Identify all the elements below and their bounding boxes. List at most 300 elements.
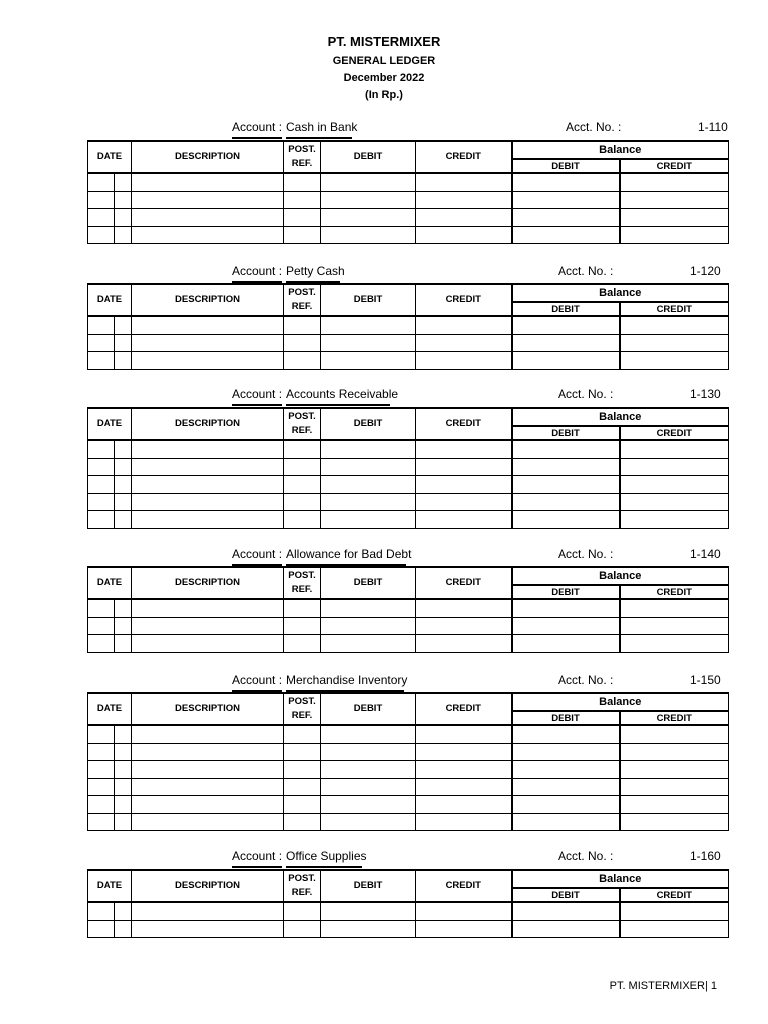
debit-cell[interactable] bbox=[321, 761, 416, 779]
post-ref-header bbox=[284, 567, 321, 599]
account-label: Account : bbox=[232, 387, 283, 401]
ledger-row bbox=[88, 635, 729, 653]
account-number: 1-110 bbox=[698, 120, 728, 134]
ledger-row bbox=[88, 725, 729, 743]
credit-cell[interactable] bbox=[416, 743, 512, 761]
balance-header: Balance bbox=[512, 284, 729, 302]
balance-credit-cell[interactable] bbox=[620, 458, 729, 476]
ledger-row bbox=[88, 813, 729, 831]
description-cell[interactable] bbox=[132, 209, 284, 227]
balance-credit-cell[interactable] bbox=[620, 599, 729, 617]
credit-cell[interactable] bbox=[416, 493, 512, 511]
ledger-row bbox=[88, 226, 729, 244]
date-month-cell[interactable] bbox=[88, 778, 115, 796]
post-ref-cell[interactable] bbox=[284, 440, 321, 458]
balance-debit-cell[interactable] bbox=[512, 209, 620, 227]
description-header: DESCRIPTION bbox=[132, 693, 284, 725]
description-cell[interactable] bbox=[132, 778, 284, 796]
post-ref-cell[interactable] bbox=[284, 476, 321, 494]
date-header: DATE bbox=[88, 408, 132, 440]
description-header: DESCRIPTION bbox=[132, 408, 284, 440]
credit-cell[interactable] bbox=[416, 226, 512, 244]
description-cell[interactable] bbox=[132, 511, 284, 529]
date-day-cell[interactable] bbox=[115, 635, 132, 653]
account-label-underline bbox=[232, 404, 282, 406]
account-header bbox=[0, 387, 768, 405]
date-month-cell[interactable] bbox=[88, 440, 115, 458]
date-day-cell[interactable] bbox=[115, 743, 132, 761]
debit-header: DEBIT bbox=[321, 693, 416, 725]
post-ref-cell[interactable] bbox=[284, 761, 321, 779]
debit-cell[interactable] bbox=[321, 458, 416, 476]
ledger-table bbox=[87, 566, 729, 653]
date-month-cell[interactable] bbox=[88, 334, 115, 352]
date-header: DATE bbox=[88, 567, 132, 599]
post-ref-header bbox=[284, 141, 321, 173]
credit-cell[interactable] bbox=[416, 173, 512, 191]
description-cell[interactable] bbox=[132, 813, 284, 831]
balance-header: Balance bbox=[512, 141, 729, 159]
balance-debit-cell[interactable] bbox=[512, 617, 620, 635]
date-day-cell[interactable] bbox=[115, 173, 132, 191]
date-month-cell[interactable] bbox=[88, 920, 115, 938]
ledger-row bbox=[88, 173, 729, 191]
credit-header: CREDIT bbox=[416, 284, 512, 316]
debit-cell[interactable] bbox=[321, 813, 416, 831]
balance-credit-cell[interactable] bbox=[620, 761, 729, 779]
date-month-cell[interactable] bbox=[88, 209, 115, 227]
credit-cell[interactable] bbox=[416, 458, 512, 476]
balance-header: Balance bbox=[512, 567, 729, 585]
balance-header: Balance bbox=[512, 408, 729, 426]
credit-cell[interactable] bbox=[416, 617, 512, 635]
credit-cell[interactable] bbox=[416, 761, 512, 779]
debit-cell[interactable] bbox=[321, 173, 416, 191]
post-ref-cell[interactable] bbox=[284, 173, 321, 191]
date-month-cell[interactable] bbox=[88, 476, 115, 494]
date-month-cell[interactable] bbox=[88, 902, 115, 920]
post-ref-cell[interactable] bbox=[284, 635, 321, 653]
date-day-cell[interactable] bbox=[115, 920, 132, 938]
description-cell[interactable] bbox=[132, 476, 284, 494]
ref-label: REF. bbox=[291, 301, 313, 312]
page-footer bbox=[610, 980, 717, 992]
balance-credit-cell[interactable] bbox=[620, 352, 729, 370]
account-number: 1-160 bbox=[690, 849, 721, 863]
debit-cell[interactable] bbox=[321, 440, 416, 458]
balance-credit-cell[interactable] bbox=[620, 316, 729, 334]
date-header: DATE bbox=[88, 141, 132, 173]
balance-debit-cell[interactable] bbox=[512, 458, 620, 476]
account-header bbox=[0, 849, 768, 867]
ledger-row bbox=[88, 796, 729, 814]
account-name: Cash in Bank bbox=[286, 120, 358, 134]
date-day-cell[interactable] bbox=[115, 458, 132, 476]
date-header: DATE bbox=[88, 693, 132, 725]
description-cell[interactable] bbox=[132, 920, 284, 938]
date-day-cell[interactable] bbox=[115, 191, 132, 209]
debit-cell[interactable] bbox=[321, 209, 416, 227]
ref-label: REF. bbox=[291, 584, 313, 595]
balance-credit-header: CREDIT bbox=[620, 585, 729, 599]
description-cell[interactable] bbox=[132, 334, 284, 352]
ledger-row bbox=[88, 316, 729, 334]
balance-debit-cell[interactable] bbox=[512, 635, 620, 653]
description-header: DESCRIPTION bbox=[132, 284, 284, 316]
footer-separator: | bbox=[704, 980, 711, 992]
ledger-row bbox=[88, 599, 729, 617]
balance-credit-cell[interactable] bbox=[620, 920, 729, 938]
post-ref-cell[interactable] bbox=[284, 599, 321, 617]
date-month-cell[interactable] bbox=[88, 316, 115, 334]
balance-credit-cell[interactable] bbox=[620, 617, 729, 635]
credit-cell[interactable] bbox=[416, 635, 512, 653]
credit-cell[interactable] bbox=[416, 778, 512, 796]
date-month-cell[interactable] bbox=[88, 493, 115, 511]
balance-credit-cell[interactable] bbox=[620, 743, 729, 761]
balance-debit-header: DEBIT bbox=[512, 585, 620, 599]
debit-cell[interactable] bbox=[321, 920, 416, 938]
account-number: 1-120 bbox=[690, 264, 721, 278]
ledger-row bbox=[88, 617, 729, 635]
description-cell[interactable] bbox=[132, 458, 284, 476]
post-label: POST. bbox=[288, 287, 316, 298]
date-day-cell[interactable] bbox=[115, 902, 132, 920]
date-header: DATE bbox=[88, 870, 132, 902]
date-day-cell[interactable] bbox=[115, 617, 132, 635]
balance-debit-cell[interactable] bbox=[512, 316, 620, 334]
ledger-row bbox=[88, 778, 729, 796]
balance-debit-cell[interactable] bbox=[512, 920, 620, 938]
post-label: POST. bbox=[288, 873, 316, 884]
debit-cell[interactable] bbox=[321, 191, 416, 209]
debit-cell[interactable] bbox=[321, 334, 416, 352]
date-month-cell[interactable] bbox=[88, 191, 115, 209]
post-ref-header bbox=[284, 870, 321, 902]
account-name: Allowance for Bad Debt bbox=[286, 547, 412, 561]
balance-credit-cell[interactable] bbox=[620, 778, 729, 796]
date-day-cell[interactable] bbox=[115, 813, 132, 831]
post-ref-cell[interactable] bbox=[284, 511, 321, 529]
description-cell[interactable] bbox=[132, 796, 284, 814]
balance-debit-cell[interactable] bbox=[512, 226, 620, 244]
date-day-cell[interactable] bbox=[115, 334, 132, 352]
account-label: Account : bbox=[232, 849, 283, 863]
post-ref-cell[interactable] bbox=[284, 209, 321, 227]
ledger-row bbox=[88, 334, 729, 352]
report-title: GENERAL LEDGER bbox=[332, 55, 436, 67]
ledger-row bbox=[88, 493, 729, 511]
description-cell[interactable] bbox=[132, 352, 284, 370]
ledger-table bbox=[87, 283, 729, 370]
balance-debit-cell[interactable] bbox=[512, 743, 620, 761]
post-label: POST. bbox=[288, 144, 316, 155]
account-number: 1-130 bbox=[690, 387, 721, 401]
date-day-cell[interactable] bbox=[115, 476, 132, 494]
description-cell[interactable] bbox=[132, 725, 284, 743]
credit-cell[interactable] bbox=[416, 511, 512, 529]
date-month-cell[interactable] bbox=[88, 813, 115, 831]
ref-label: REF. bbox=[291, 158, 313, 169]
account-label-underline bbox=[232, 137, 282, 139]
date-month-cell[interactable] bbox=[88, 743, 115, 761]
balance-credit-header: CREDIT bbox=[620, 159, 729, 173]
debit-cell[interactable] bbox=[321, 226, 416, 244]
ledger-table bbox=[87, 692, 729, 831]
ledger-row bbox=[88, 440, 729, 458]
post-ref-cell[interactable] bbox=[284, 778, 321, 796]
description-cell[interactable] bbox=[132, 902, 284, 920]
date-day-cell[interactable] bbox=[115, 316, 132, 334]
balance-debit-cell[interactable] bbox=[512, 778, 620, 796]
balance-credit-cell[interactable] bbox=[620, 209, 729, 227]
currency-unit: (In Rp.) bbox=[365, 89, 403, 101]
post-ref-cell[interactable] bbox=[284, 725, 321, 743]
credit-cell[interactable] bbox=[416, 476, 512, 494]
debit-cell[interactable] bbox=[321, 902, 416, 920]
description-cell[interactable] bbox=[132, 599, 284, 617]
credit-cell[interactable] bbox=[416, 334, 512, 352]
debit-cell[interactable] bbox=[321, 352, 416, 370]
debit-cell[interactable] bbox=[321, 476, 416, 494]
post-ref-cell[interactable] bbox=[284, 493, 321, 511]
debit-header: DEBIT bbox=[321, 141, 416, 173]
debit-cell[interactable] bbox=[321, 599, 416, 617]
balance-debit-header: DEBIT bbox=[512, 426, 620, 440]
credit-cell[interactable] bbox=[416, 725, 512, 743]
ledger-table bbox=[87, 407, 729, 529]
account-name: Petty Cash bbox=[286, 264, 345, 278]
balance-debit-header: DEBIT bbox=[512, 711, 620, 725]
balance-credit-cell[interactable] bbox=[620, 493, 729, 511]
credit-cell[interactable] bbox=[416, 352, 512, 370]
credit-cell[interactable] bbox=[416, 920, 512, 938]
account-name: Merchandise Inventory bbox=[286, 673, 408, 687]
debit-cell[interactable] bbox=[321, 725, 416, 743]
account-number-label: Acct. No. : bbox=[558, 547, 614, 561]
balance-debit-header: DEBIT bbox=[512, 159, 620, 173]
date-day-cell[interactable] bbox=[115, 778, 132, 796]
balance-debit-cell[interactable] bbox=[512, 173, 620, 191]
balance-debit-cell[interactable] bbox=[512, 796, 620, 814]
date-month-cell[interactable] bbox=[88, 352, 115, 370]
balance-credit-cell[interactable] bbox=[620, 902, 729, 920]
date-month-cell[interactable] bbox=[88, 725, 115, 743]
post-ref-cell[interactable] bbox=[284, 316, 321, 334]
post-ref-header bbox=[284, 693, 321, 725]
post-ref-cell[interactable] bbox=[284, 902, 321, 920]
description-header: DESCRIPTION bbox=[132, 567, 284, 599]
date-month-cell[interactable] bbox=[88, 599, 115, 617]
date-day-cell[interactable] bbox=[115, 226, 132, 244]
account-label: Account : bbox=[232, 264, 283, 278]
account-number-label: Acct. No. : bbox=[558, 387, 614, 401]
balance-credit-header: CREDIT bbox=[620, 711, 729, 725]
credit-cell[interactable] bbox=[416, 902, 512, 920]
post-ref-cell[interactable] bbox=[284, 458, 321, 476]
date-day-cell[interactable] bbox=[115, 725, 132, 743]
credit-cell[interactable] bbox=[416, 440, 512, 458]
balance-credit-cell[interactable] bbox=[620, 440, 729, 458]
balance-debit-cell[interactable] bbox=[512, 352, 620, 370]
ledger-row bbox=[88, 902, 729, 920]
ledger-row bbox=[88, 352, 729, 370]
date-month-cell[interactable] bbox=[88, 635, 115, 653]
balance-credit-cell[interactable] bbox=[620, 635, 729, 653]
ledger-row bbox=[88, 458, 729, 476]
account-label: Account : bbox=[232, 547, 283, 561]
account-label: Account : bbox=[232, 673, 283, 687]
balance-debit-header: DEBIT bbox=[512, 888, 620, 902]
account-name-underline bbox=[286, 866, 362, 868]
post-ref-cell[interactable] bbox=[284, 813, 321, 831]
account-number: 1-140 bbox=[690, 547, 721, 561]
date-header: DATE bbox=[88, 284, 132, 316]
post-ref-cell[interactable] bbox=[284, 743, 321, 761]
credit-header: CREDIT bbox=[416, 693, 512, 725]
debit-header: DEBIT bbox=[321, 284, 416, 316]
post-ref-cell[interactable] bbox=[284, 334, 321, 352]
post-ref-cell[interactable] bbox=[284, 352, 321, 370]
balance-debit-cell[interactable] bbox=[512, 813, 620, 831]
post-ref-cell[interactable] bbox=[284, 920, 321, 938]
debit-cell[interactable] bbox=[321, 743, 416, 761]
description-cell[interactable] bbox=[132, 761, 284, 779]
debit-cell[interactable] bbox=[321, 635, 416, 653]
date-day-cell[interactable] bbox=[115, 511, 132, 529]
post-label: POST. bbox=[288, 696, 316, 707]
ledger-row bbox=[88, 743, 729, 761]
description-cell[interactable] bbox=[132, 743, 284, 761]
balance-debit-header: DEBIT bbox=[512, 302, 620, 316]
date-month-cell[interactable] bbox=[88, 617, 115, 635]
account-label: Account : bbox=[232, 120, 283, 134]
date-day-cell[interactable] bbox=[115, 352, 132, 370]
footer-company: PT. MISTERMIXER bbox=[609, 980, 705, 992]
account-number: 1-150 bbox=[690, 673, 721, 687]
account-header bbox=[0, 673, 768, 691]
page-number: 1 bbox=[710, 980, 717, 992]
balance-debit-cell[interactable] bbox=[512, 725, 620, 743]
description-cell[interactable] bbox=[132, 173, 284, 191]
balance-credit-cell[interactable] bbox=[620, 476, 729, 494]
post-ref-cell[interactable] bbox=[284, 796, 321, 814]
balance-credit-header: CREDIT bbox=[620, 302, 729, 316]
description-cell[interactable] bbox=[132, 635, 284, 653]
balance-credit-cell[interactable] bbox=[620, 334, 729, 352]
balance-debit-cell[interactable] bbox=[512, 191, 620, 209]
debit-cell[interactable] bbox=[321, 617, 416, 635]
debit-cell[interactable] bbox=[321, 511, 416, 529]
account-header bbox=[0, 120, 768, 138]
credit-cell[interactable] bbox=[416, 191, 512, 209]
description-cell[interactable] bbox=[132, 316, 284, 334]
balance-debit-cell[interactable] bbox=[512, 761, 620, 779]
description-cell[interactable] bbox=[132, 493, 284, 511]
debit-cell[interactable] bbox=[321, 796, 416, 814]
date-day-cell[interactable] bbox=[115, 493, 132, 511]
debit-header: DEBIT bbox=[321, 567, 416, 599]
date-month-cell[interactable] bbox=[88, 173, 115, 191]
account-name-underline bbox=[286, 137, 352, 139]
debit-cell[interactable] bbox=[321, 316, 416, 334]
date-month-cell[interactable] bbox=[88, 511, 115, 529]
post-ref-cell[interactable] bbox=[284, 226, 321, 244]
debit-header: DEBIT bbox=[321, 408, 416, 440]
post-label: POST. bbox=[288, 411, 316, 422]
balance-credit-cell[interactable] bbox=[620, 173, 729, 191]
account-header bbox=[0, 264, 768, 282]
balance-credit-cell[interactable] bbox=[620, 511, 729, 529]
post-ref-cell[interactable] bbox=[284, 191, 321, 209]
description-cell[interactable] bbox=[132, 440, 284, 458]
ref-label: REF. bbox=[291, 425, 313, 436]
balance-credit-cell[interactable] bbox=[620, 796, 729, 814]
balance-credit-cell[interactable] bbox=[620, 725, 729, 743]
date-month-cell[interactable] bbox=[88, 796, 115, 814]
description-cell[interactable] bbox=[132, 191, 284, 209]
description-cell[interactable] bbox=[132, 617, 284, 635]
ledger-row bbox=[88, 209, 729, 227]
date-day-cell[interactable] bbox=[115, 440, 132, 458]
debit-cell[interactable] bbox=[321, 778, 416, 796]
balance-debit-cell[interactable] bbox=[512, 334, 620, 352]
balance-header: Balance bbox=[512, 870, 729, 888]
date-month-cell[interactable] bbox=[88, 458, 115, 476]
date-month-cell[interactable] bbox=[88, 761, 115, 779]
account-header bbox=[0, 547, 768, 565]
balance-header: Balance bbox=[512, 693, 729, 711]
credit-cell[interactable] bbox=[416, 796, 512, 814]
date-day-cell[interactable] bbox=[115, 796, 132, 814]
ledger-row bbox=[88, 761, 729, 779]
date-day-cell[interactable] bbox=[115, 599, 132, 617]
debit-cell[interactable] bbox=[321, 493, 416, 511]
balance-credit-cell[interactable] bbox=[620, 813, 729, 831]
ref-label: REF. bbox=[291, 887, 313, 898]
debit-header: DEBIT bbox=[321, 870, 416, 902]
ledger-table bbox=[87, 140, 729, 244]
balance-debit-cell[interactable] bbox=[512, 902, 620, 920]
date-month-cell[interactable] bbox=[88, 226, 115, 244]
description-cell[interactable] bbox=[132, 226, 284, 244]
post-ref-cell[interactable] bbox=[284, 617, 321, 635]
credit-cell[interactable] bbox=[416, 599, 512, 617]
account-number-label: Acct. No. : bbox=[558, 264, 614, 278]
post-label: POST. bbox=[288, 570, 316, 581]
account-name: Office Supplies bbox=[286, 849, 367, 863]
credit-header: CREDIT bbox=[416, 141, 512, 173]
account-name-underline bbox=[286, 404, 390, 406]
balance-debit-cell[interactable] bbox=[512, 440, 620, 458]
balance-credit-cell[interactable] bbox=[620, 226, 729, 244]
credit-cell[interactable] bbox=[416, 813, 512, 831]
balance-debit-cell[interactable] bbox=[512, 493, 620, 511]
credit-header: CREDIT bbox=[416, 408, 512, 440]
balance-debit-cell[interactable] bbox=[512, 599, 620, 617]
date-day-cell[interactable] bbox=[115, 761, 132, 779]
description-header: DESCRIPTION bbox=[132, 141, 284, 173]
date-day-cell[interactable] bbox=[115, 209, 132, 227]
description-header: DESCRIPTION bbox=[132, 870, 284, 902]
credit-cell[interactable] bbox=[416, 209, 512, 227]
balance-debit-cell[interactable] bbox=[512, 476, 620, 494]
ledger-row bbox=[88, 511, 729, 529]
balance-credit-cell[interactable] bbox=[620, 191, 729, 209]
post-ref-header bbox=[284, 284, 321, 316]
credit-cell[interactable] bbox=[416, 316, 512, 334]
balance-debit-cell[interactable] bbox=[512, 511, 620, 529]
